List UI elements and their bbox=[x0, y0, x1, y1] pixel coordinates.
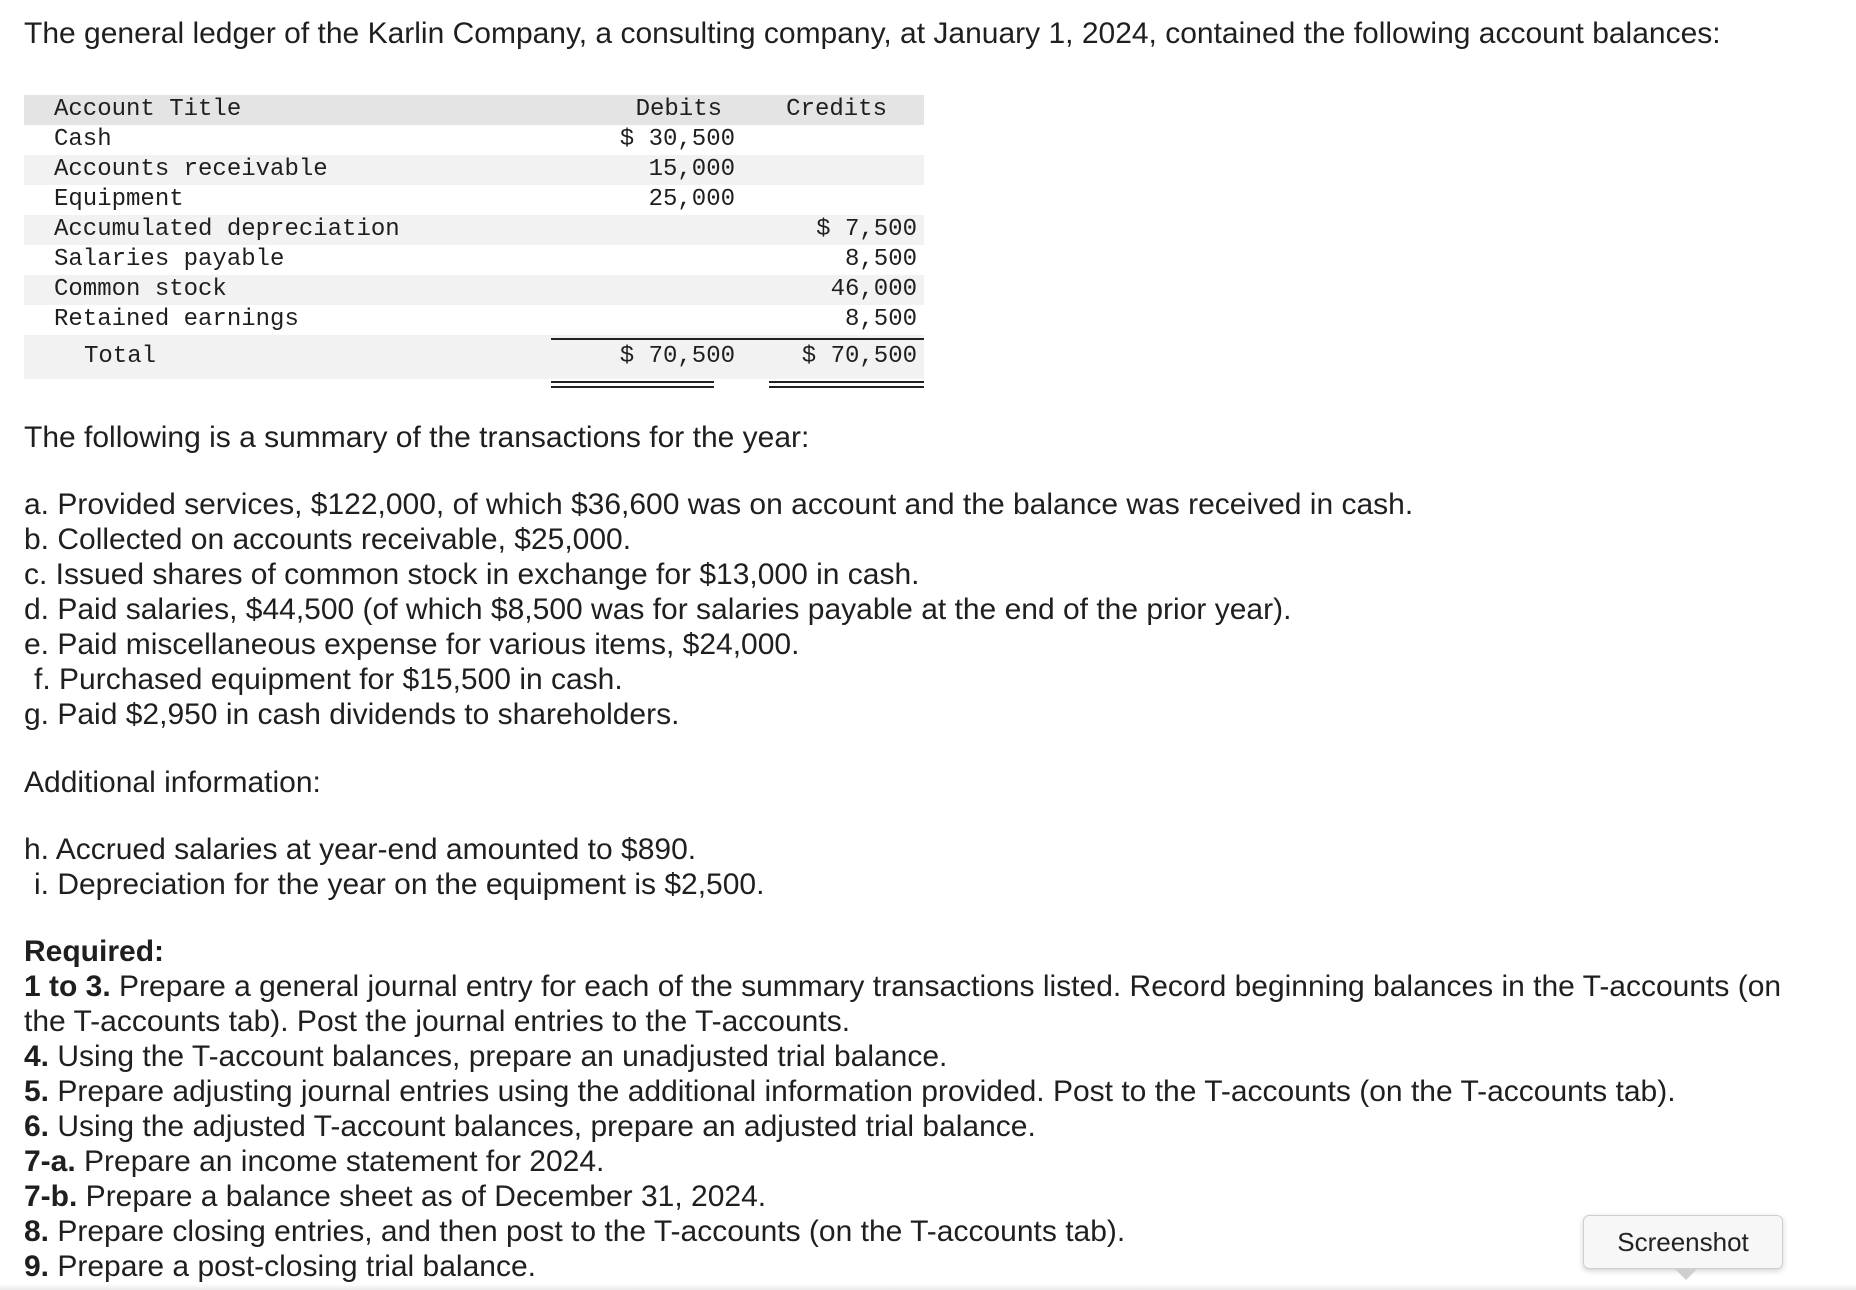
list-item bbox=[24, 1004, 1781, 1039]
account-title: Retained earnings bbox=[54, 306, 299, 333]
list-item: a. Provided services, $122,000, of which $36,600 was on account and the balance was received in cash. bbox=[24, 488, 1414, 521]
item-text: Prepare a balance sheet as of December 31, 2024. bbox=[77, 1180, 767, 1213]
header-credits: Credits bbox=[786, 96, 887, 123]
table-row bbox=[24, 215, 924, 245]
list-item bbox=[24, 1249, 1781, 1284]
credit-value: $ 7,500 bbox=[816, 216, 917, 243]
list-item bbox=[24, 1144, 1781, 1179]
list-item: c. Issued shares of common stock in exchange for $13,000 in cash. bbox=[24, 558, 920, 591]
list-item: i. Depreciation for the year on the equipment is $2,500. bbox=[34, 868, 765, 901]
item-text: Prepare a post-closing trial balance. bbox=[49, 1250, 536, 1283]
debit-value: 15,000 bbox=[648, 156, 735, 183]
list-item: e. Paid miscellaneous expense for various items, $24,000. bbox=[24, 628, 800, 661]
list-item bbox=[24, 1214, 1781, 1249]
tooltip-pointer bbox=[1674, 1268, 1698, 1280]
item-text: Prepare an income statement for 2024. bbox=[75, 1145, 605, 1178]
item-text: Using the adjusted T-account balances, prepare an adjusted trial balance. bbox=[49, 1110, 1036, 1143]
total-debit: $ 70,500 bbox=[619, 343, 735, 370]
item-text: Prepare a general journal entry for each of the summary transactions listed. Record beginning balances in the T-accounts (on bbox=[110, 970, 1782, 1003]
list-item bbox=[24, 1039, 1781, 1074]
list-item: g. Paid $2,950 in cash dividends to shareholders. bbox=[24, 698, 680, 731]
account-title: Common stock bbox=[54, 276, 227, 303]
bottom-edge bbox=[0, 1284, 1856, 1290]
table-row bbox=[24, 125, 924, 155]
transactions-list bbox=[24, 487, 1413, 732]
header-account-title: Account Title bbox=[54, 96, 242, 123]
debit-value: $ 30,500 bbox=[619, 126, 735, 153]
table-header-row bbox=[24, 95, 924, 125]
item-number: 4. bbox=[24, 1040, 50, 1073]
item-number: 9. bbox=[24, 1250, 50, 1283]
list-item: b. Collected on accounts receivable, $25,000. bbox=[24, 523, 632, 556]
credit-total-double-rule bbox=[769, 381, 924, 388]
table-row bbox=[24, 245, 924, 275]
item-number: 6. bbox=[24, 1110, 50, 1143]
required-heading: Required: bbox=[24, 935, 165, 968]
debit-value: 25,000 bbox=[648, 186, 735, 213]
item-number: 8. bbox=[24, 1215, 50, 1248]
item-text: Prepare adjusting journal entries using the additional information provided. Post to the T-accounts (on the T-accounts tab). bbox=[49, 1075, 1676, 1108]
total-credit: $ 70,500 bbox=[801, 343, 917, 370]
credit-value: 46,000 bbox=[830, 276, 917, 303]
summary-heading: The following is a summary of the transactions for the year: bbox=[24, 421, 810, 454]
table-row bbox=[24, 305, 924, 335]
required-list bbox=[24, 969, 1781, 1284]
account-title: Accumulated depreciation bbox=[54, 216, 400, 243]
intro-text: The general ledger of the Karlin Company, a consulting company, at January 1, 2024, contained the following account balances: bbox=[24, 17, 1721, 50]
item-number: 7-a. bbox=[24, 1145, 76, 1178]
list-item: d. Paid salaries, $44,500 (of which $8,500 was for salaries payable at the end of the prior year). bbox=[24, 593, 1292, 626]
screenshot-button[interactable] bbox=[1583, 1215, 1783, 1269]
list-item bbox=[24, 1179, 1781, 1214]
subtotal-rule bbox=[551, 338, 924, 340]
account-title: Salaries payable bbox=[54, 246, 285, 273]
item-text: the T-accounts tab). Post the journal entries to the T-accounts. bbox=[24, 1005, 851, 1038]
list-item bbox=[24, 1109, 1781, 1144]
table-row bbox=[24, 275, 924, 305]
item-text: Using the T-account balances, prepare an unadjusted trial balance. bbox=[49, 1040, 948, 1073]
account-title: Cash bbox=[54, 126, 112, 153]
list-item: f. Purchased equipment for $15,500 in cash. bbox=[34, 663, 623, 696]
item-number: 1 to 3. bbox=[24, 970, 111, 1003]
header-debits: Debits bbox=[635, 96, 722, 123]
account-title: Equipment bbox=[54, 186, 184, 213]
credit-value: 8,500 bbox=[844, 246, 917, 273]
account-balances-table bbox=[24, 95, 924, 379]
item-number: 7-b. bbox=[24, 1180, 78, 1213]
table-row bbox=[24, 185, 924, 215]
list-item bbox=[24, 969, 1781, 1004]
total-row bbox=[24, 335, 924, 379]
credit-value: 8,500 bbox=[844, 306, 917, 333]
item-text: Prepare closing entries, and then post to the T-accounts (on the T-accounts tab). bbox=[49, 1215, 1126, 1248]
additional-heading: Additional information: bbox=[24, 766, 321, 799]
table-row bbox=[24, 155, 924, 185]
account-title: Accounts receivable bbox=[54, 156, 328, 183]
item-number: 5. bbox=[24, 1075, 50, 1108]
total-label: Total bbox=[84, 343, 157, 370]
additional-list bbox=[24, 832, 764, 902]
list-item bbox=[24, 1074, 1781, 1109]
screenshot-button-label: Screenshot bbox=[1617, 1227, 1749, 1257]
debit-total-double-rule bbox=[551, 381, 714, 388]
list-item: h. Accrued salaries at year-end amounted to $890. bbox=[24, 833, 697, 866]
